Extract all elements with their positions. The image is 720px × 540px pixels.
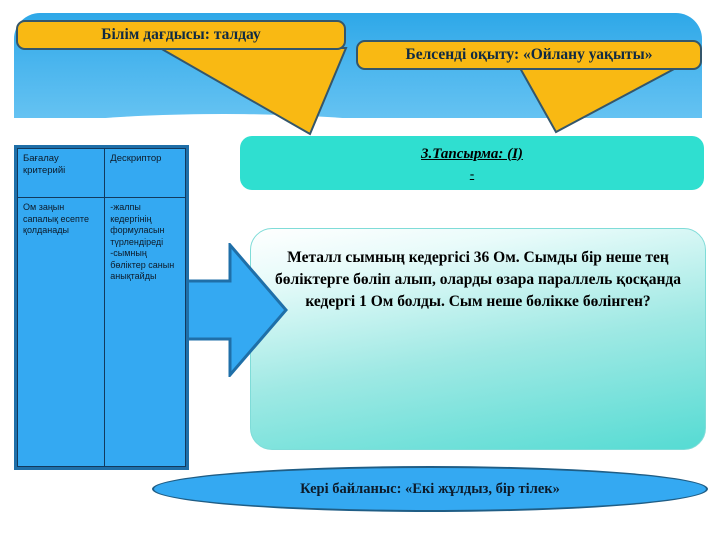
callout-tail-skill [150, 46, 350, 138]
feedback-label: Кері байланыс: «Екі жұлдыз, бір тілек» [300, 480, 560, 497]
table-header-criterion: Бағалау критерийі [18, 149, 105, 198]
question-text: Металл сымның кедергісі 36 Ом. Сымды бір неше тең бөліктерге бөліп алып, оларды өзара параллель қосқанда кедергі 1 Ом болды. Сым неше бөлікке бөлінген? [275, 249, 681, 310]
task-banner[interactable] [240, 136, 704, 190]
question-box [250, 228, 706, 450]
table-row [18, 198, 186, 467]
criteria-table-grid [17, 148, 186, 467]
criteria-table [14, 145, 189, 470]
flow-arrow-icon [178, 243, 288, 377]
table-header-row [18, 149, 186, 198]
callout-active-learning[interactable] [356, 40, 702, 70]
table-header-descriptor: Дескриптор [105, 149, 186, 198]
callout-skill[interactable] [16, 20, 346, 50]
feedback-banner[interactable] [152, 466, 708, 512]
table-cell-descriptor: -жалпы кедергінің формуласын түрлендіреді -сымның бөліктер санын анықтайды [105, 198, 186, 467]
callout-skill-label: Білім дағдысы: талдау [101, 26, 261, 43]
callout-active-learning-label: Белсенді оқыту: «Ойлану уақыты» [405, 46, 653, 63]
task-banner-subtitle: - [469, 165, 475, 181]
table-cell-criterion: Ом заңын сапалық есепте қолданады [18, 198, 105, 467]
task-banner-title: 3.Тапсырма: (I) [421, 145, 523, 162]
callout-tail-active-learning [460, 66, 680, 136]
